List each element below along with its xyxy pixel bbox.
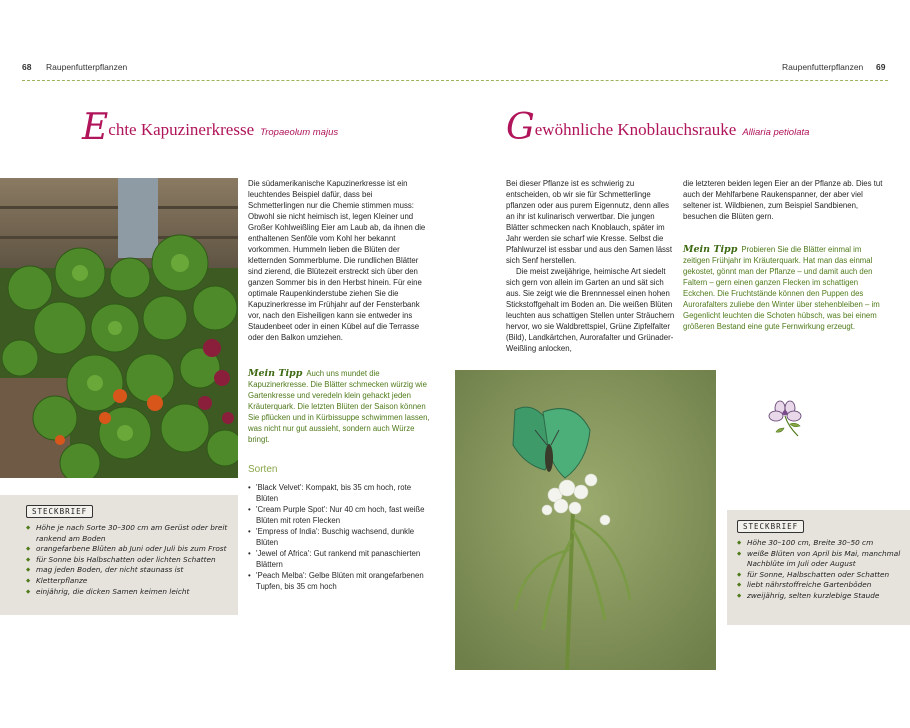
list-item: ◆ Kletterpflanze [26,576,230,587]
list-item: • 'Black Velvet': Kompakt, bis 35 cm hoch, rote Blüten [248,482,430,504]
list-item: ◆ für Sonne bis Halbschatten oder lichten Schatten [26,555,230,566]
list-item: ◆ zweijährig, selten kurzlebige Staude [737,591,904,602]
left-steckbrief-box [0,495,238,615]
left-latin-name: Tropaeolum majus [260,127,339,138]
right-tip-label: Mein Tipp [683,244,738,255]
right-body-paragraph: die letzteren beiden legen Eier an der Pflanze ab. Dies tut auch der Mehlfarbene Raukenspanner, der aber viel seltener ist. Wildbienen, zum Beispiel Sandbienen, besuchen die Blüten gern. [683,179,883,221]
header-divider [22,80,888,81]
left-body-text [248,178,430,343]
varieties-list [248,482,430,592]
list-item: ◆ liebt nährstoffreiche Gartenböden [737,580,904,591]
right-steckbrief-label: STECKBRIEF [737,520,804,533]
left-tip-text: Auch uns mundet die Kapuzinerkresse. Die Blätter schmecken würzig wie Gartenkresse und veredeln klein gehackt jeden Kräuterquark. Die letzten Blüten der Saison können Sie pflücken und in Kürbissuppe schwimmen lassen, was nicht nur gut aussieht, sondern auch Würze bringt. [248,369,430,444]
right-running-head: Raupenfutterpflanzen [782,62,864,72]
right-page-title [506,107,810,148]
varieties-heading: Sorten [248,464,278,475]
list-item: ◆ Höhe je nach Sorte 30–300 cm am Gerüst oder breit rankend am Boden [26,523,230,544]
list-item: ◆ weiße Blüten von April bis Mai, manchmal Nachblüte im Juli oder August [737,549,904,570]
list-item: ◆ für Sonne, Halbschatten oder Schatten [737,570,904,581]
left-tip-box [248,368,430,445]
list-item: • 'Peach Melba': Gelbe Blüten mit orangefarbenen Tupfen, bis 35 cm hoch [248,570,430,592]
right-page-number: 69 [876,62,886,72]
left-steckbrief-label: STECKBRIEF [26,505,93,518]
flower-sketch-icon [764,398,808,442]
left-title-initial: E [82,107,109,148]
list-item: • 'Cream Purple Spot': Nur 40 cm hoch, fast weiße Blüten mit roten Flecken [248,504,430,526]
right-tip-text: Probieren Sie die Blätter einmal im zeitigen Frühjahr im Kräuterquark. Hat man das einmal gekostet, gönnt man der Pflanze – und damit auch den Faltern – gern einen ganzen Flecken im schattigen Eckchen. Die Fruchtstände können den Puppen des Aurorafalters zuliebe den Winter über stehenbleiben – im Gegenlicht leuchten die Schoten hübsch, was bei einem größeren Bestand eine gute Fernwirkung erzeugt. [683,245,880,331]
list-item: ◆ mag jeden Boden, der nicht staunass ist [26,565,230,576]
left-page-number: 68 [22,62,32,72]
left-page-title [82,107,339,148]
right-steckbrief-list [737,538,904,602]
left-tip-label: Mein Tipp [248,368,303,379]
left-running-head: Raupenfutterpflanzen [46,62,128,72]
left-steckbrief-list [26,523,230,597]
right-title-text: ewöhnliche Knoblauchsrauke [534,120,737,139]
list-item: ◆ Höhe 30–100 cm, Breite 30–50 cm [737,538,904,549]
right-latin-name: Alliaria petiolata [742,127,810,138]
right-title-initial: G [506,107,535,148]
left-body-paragraph: Die südamerikanische Kapuzinerkresse ist ein leuchtendes Beispiel dafür, dass bei Schmetterlingen nur die Chemie stimmen muss: Obwohl sie nicht heimisch ist, legen Kleiner und Großer Kohlweißling Eier am Laub ab, da ihnen die enthaltenen Senföle vom Kohl her bekannt vorkommen. Hummeln lieben die Blüten der kletternden Sommerblume. Die rundlichen Blätter sind zierend, die Blütezeit erstreckt sich über den ganzen Sommer bis in den Herbst hinein. Für eine optimale Raupenkinderstube ziehen Sie die Kapuzinerkresse im Frühjahr auf der Fensterbank vor, nach den Eisheiligen kann sie entweder ins Staudenbeet oder in einen Kübel auf die Terrasse oder den Balkon umziehen. [248,179,426,342]
nasturtium-photo [0,178,238,478]
butterfly-photo-graphic [455,370,716,670]
flower-sketch-graphic [764,398,808,442]
list-item: • 'Jewel of Africa': Gut rankend mit panaschierten Blättern [248,548,430,570]
right-tip-box [683,244,883,332]
list-item: ◆ einjährig, die dicken Samen keimen leicht [26,587,230,598]
right-body-column-1 [506,178,676,354]
list-item: ◆ orangefarbene Blüten ab Juni oder Juli bis zum Frost [26,544,230,555]
right-body-paragraph: Bei dieser Pflanze ist es schwierig zu entscheiden, ob wir sie für Schmetterlinge pflanzen oder aus purem Eigennutz, denn alles an ihr ist kulinarisch verwertbar. Die jungen Blätter schmecken nach Knoblauch, später im Jahr werden sie scharf wie Kresse. Selbst die Pfahlwurzel ist essbar und aus den Samen lässt sich Senf herstellen. [506,179,672,265]
left-title-text: chte Kapuzinerkresse [108,120,255,139]
right-body-paragraph: Die meist zweijährige, heimische Art siedelt sich gern von allein im Garten an und sät sich aus. Sie zeigt wie die Brennnessel einen hohen Stickstoffgehalt im Boden an. Die weißen Blüten leuchten aus schattigen Stellen unter Sträuchern hervor, wo sie Waldbrettspiel, Grüne Zipfelfalter (Bild), Landkärtchen, Aurorafalter und Grünader-Weißling anlocken, [506,267,675,353]
butterfly-photo [455,370,716,670]
nasturtium-photo-graphic [0,178,238,478]
right-body-column-2 [683,178,883,222]
right-steckbrief-box [727,510,910,625]
list-item: • 'Empress of India': Buschig wachsend, dunkle Blüten [248,526,430,548]
